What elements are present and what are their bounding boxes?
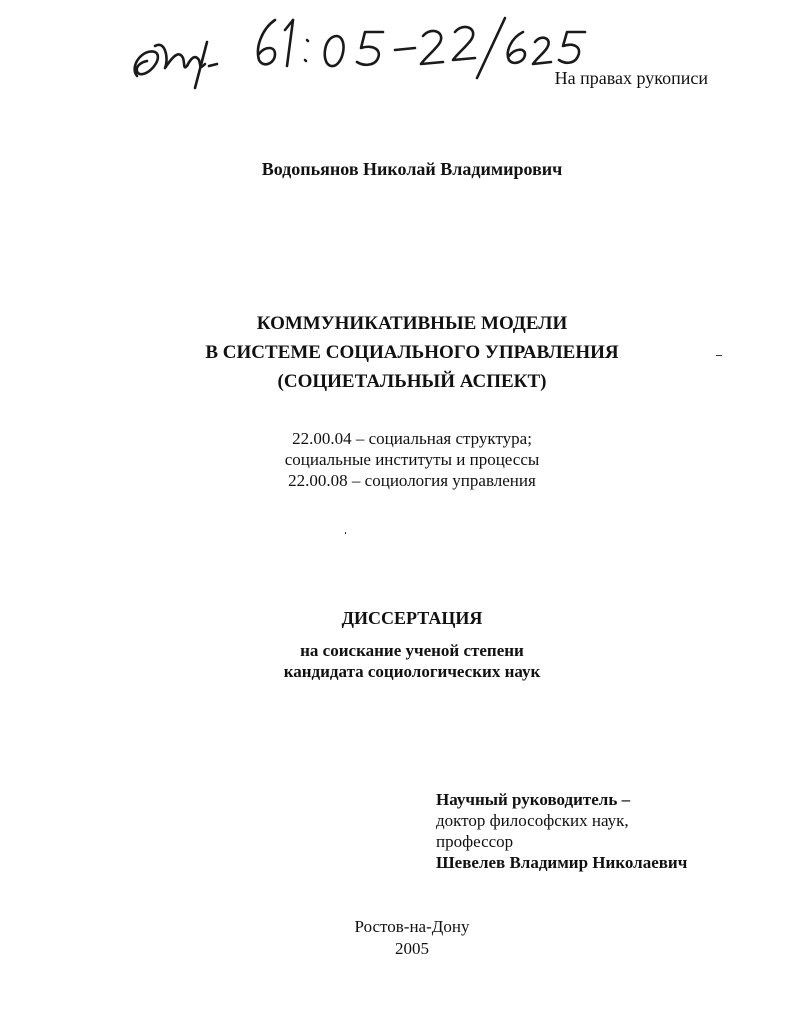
- supervisor-name: Шевелев Владимир Николаевич: [436, 853, 688, 872]
- specialty-codes: [0, 428, 799, 491]
- title-line: В СИСТЕМЕ СОЦИАЛЬНОГО УПРАВЛЕНИЯ: [205, 342, 619, 363]
- supervisor-role: Научный руководитель –: [436, 790, 631, 809]
- manuscript-rights-note: На правах рукописи: [554, 68, 708, 88]
- supervisor-block: [436, 789, 687, 873]
- degree-line: на соискание ученой степени: [300, 641, 524, 660]
- supervisor-rank: профессор: [436, 832, 514, 851]
- work-type-heading: ДИССЕРТАЦИЯ: [341, 608, 483, 628]
- supervisor-degree: доктор философских наук,: [436, 811, 629, 830]
- degree-line: кандидата социологических наук: [283, 662, 541, 681]
- handwritten-catalog-mark: [125, 6, 595, 96]
- specialty-line: 22.00.08 – социология управления: [288, 471, 536, 490]
- scan-speck: [345, 532, 346, 534]
- specialty-line: 22.00.04 – социальная структура;: [292, 429, 532, 448]
- city: Ростов-на-Дону: [354, 917, 470, 936]
- dissertation-title: [0, 309, 799, 396]
- year: 2005: [395, 939, 429, 958]
- place-and-year: [0, 916, 799, 960]
- scan-speck: [716, 355, 722, 356]
- author-name: Водопьянов Николай Владимирович: [261, 159, 563, 179]
- specialty-line: социальные институты и процессы: [284, 450, 540, 469]
- title-line: (СОЦИЕТАЛЬНЫЙ АСПЕКТ): [277, 371, 547, 392]
- degree-description: [0, 640, 799, 682]
- title-line: КОММУНИКАТИВНЫЕ МОДЕЛИ: [256, 313, 568, 334]
